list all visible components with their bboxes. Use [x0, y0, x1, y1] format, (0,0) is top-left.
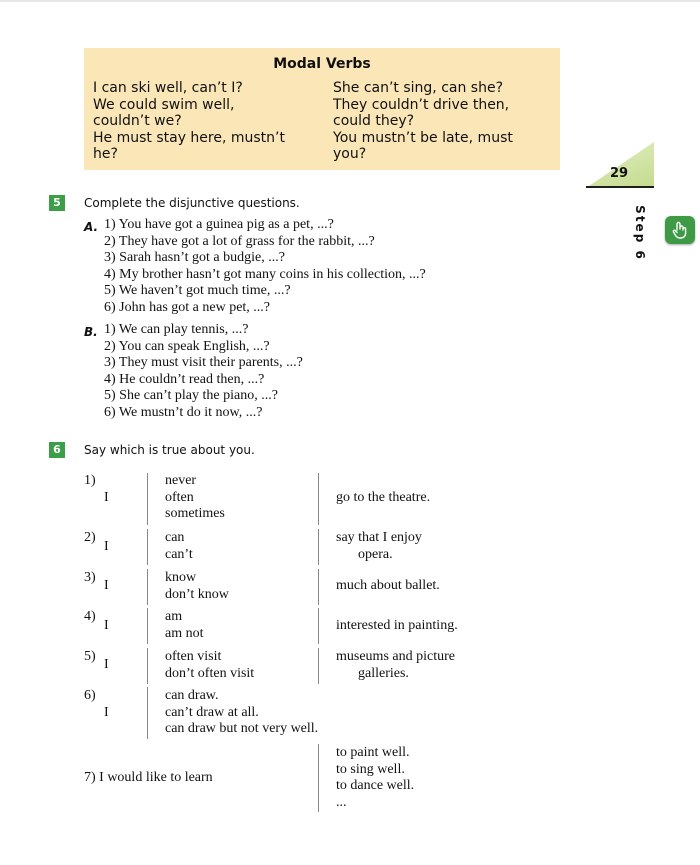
list-item: 1) We can play tennis, ...?: [104, 322, 249, 337]
item-subject: I: [104, 657, 109, 672]
list-item: 4) He couldn’t read then, ...?: [104, 371, 265, 387]
item-number: 6): [84, 688, 96, 703]
item-options: [165, 570, 229, 603]
modal-example-line: couldn’t we?: [93, 113, 182, 129]
column-divider: [318, 744, 319, 812]
option-text: can’t: [165, 546, 193, 562]
item-ending: interested in painting.: [336, 618, 458, 633]
top-border: [0, 0, 700, 2]
page-number-rule: [586, 186, 654, 188]
item-number: 1): [84, 473, 96, 488]
option-text: never: [165, 473, 197, 488]
item-ending: [336, 530, 422, 563]
column-divider: [318, 529, 319, 565]
item-ending: [336, 649, 455, 682]
column-divider: [318, 473, 319, 525]
list-item: 4) My brother hasn’t got many coins in his collection, ...?: [104, 266, 426, 282]
modal-example-line: you?: [333, 146, 367, 162]
modal-verbs-title: Modal Verbs: [273, 56, 371, 72]
item-ending: go to the theatre.: [336, 490, 431, 505]
column-divider: [318, 648, 319, 684]
option-text: can draw.: [165, 688, 219, 703]
page-number: 29: [609, 166, 629, 181]
column-divider: [147, 569, 148, 605]
option-text: am: [165, 609, 183, 624]
item-number: 4): [84, 609, 96, 624]
list-item: 2) They have got a lot of grass for the rabbit, ...?: [104, 233, 375, 249]
list-item: 5) We haven’t got much time, ...?: [104, 283, 291, 299]
option-text: to paint well.: [336, 745, 410, 760]
modal-example-line: I can ski well, can’t I?: [93, 80, 243, 96]
list-item: 2) You can speak English, ...?: [104, 338, 270, 354]
group-b-list: [104, 322, 303, 422]
option-text: know: [165, 570, 197, 585]
item-subject: I: [104, 618, 109, 633]
ending-text: say that I enjoy: [336, 530, 422, 545]
item-ending: much about ballet.: [336, 578, 440, 593]
item-7-stem: 7) I would like to learn: [84, 770, 213, 785]
page-corner-tab: [586, 142, 654, 188]
item-options: [165, 609, 204, 642]
tap-hand-icon: [672, 221, 688, 239]
item-subject: I: [104, 490, 109, 505]
modal-example-line: He must stay here, mustn’t: [93, 129, 285, 146]
item-options: [165, 649, 254, 682]
item-number: 5): [84, 649, 96, 664]
option-text: am not: [165, 625, 204, 641]
item-options: [165, 530, 193, 563]
list-item: 3) They must visit their parents, ...?: [104, 355, 303, 371]
modal-example-line: She can’t sing, can she?: [333, 80, 504, 96]
column-divider: [318, 569, 319, 605]
item-subject: I: [104, 578, 109, 593]
item-number: 2): [84, 530, 96, 545]
modal-verbs-box: [84, 48, 560, 170]
list-item: 6) We mustn’t do it now, ...?: [104, 404, 263, 420]
column-divider: [147, 648, 148, 684]
exercise-5-instruction: Complete the disjunctive questions.: [84, 196, 300, 210]
option-text: often: [165, 489, 194, 505]
option-text: sometimes: [165, 506, 225, 521]
exercise-5-badge: 5: [49, 195, 65, 211]
item-options: [165, 688, 318, 738]
step-label: Step 6: [632, 205, 647, 261]
option-text: don’t often visit: [165, 665, 255, 681]
option-text: often visit: [165, 649, 222, 664]
group-b-label: B.: [84, 325, 98, 339]
ending-text: museums and picture: [336, 649, 455, 664]
option-text: to dance well.: [336, 778, 415, 793]
item-subject: I: [104, 539, 109, 554]
list-item: 3) Sarah hasn’t got a budgie, ...?: [104, 250, 285, 266]
option-text: don’t know: [165, 586, 229, 602]
modal-example-line: he?: [93, 146, 118, 162]
modal-examples-left: [93, 80, 303, 163]
option-text: ...: [336, 794, 347, 810]
column-divider: [147, 473, 148, 525]
column-divider: [147, 687, 148, 739]
list-item: 1) You have got a guinea pig as a pet, ...?: [104, 217, 334, 232]
group-a-label: A.: [84, 220, 99, 234]
modal-example-line: You mustn’t be late, must: [333, 129, 513, 146]
column-divider: [147, 529, 148, 565]
modal-example-line: We could swim well,: [93, 96, 235, 113]
exercise-6-instruction: Say which is true about you.: [84, 443, 255, 457]
option-text: can draw but not very well.: [165, 721, 319, 736]
list-item: 5) She can’t play the piano, ...?: [104, 388, 278, 404]
modal-example-line: They couldn’t drive then,: [333, 96, 510, 113]
option-text: to sing well.: [336, 761, 405, 777]
modal-examples-right: [333, 80, 543, 163]
ending-text: opera.: [358, 546, 393, 562]
column-divider: [318, 608, 319, 644]
column-divider: [147, 608, 148, 644]
modal-example-line: could they?: [333, 113, 415, 129]
item-subject: I: [104, 705, 109, 720]
item-7-options: [336, 745, 414, 811]
item-number: 3): [84, 570, 96, 585]
item-options: [165, 473, 225, 523]
ending-text: galleries.: [358, 665, 409, 681]
option-text: can’t draw at all.: [165, 704, 259, 720]
tap-hand-button[interactable]: [665, 216, 695, 244]
exercise-6-badge: 6: [49, 442, 65, 458]
group-a-list: [104, 217, 426, 317]
option-text: can: [165, 530, 185, 545]
list-item: 6) John has got a new pet, ...?: [104, 299, 271, 315]
